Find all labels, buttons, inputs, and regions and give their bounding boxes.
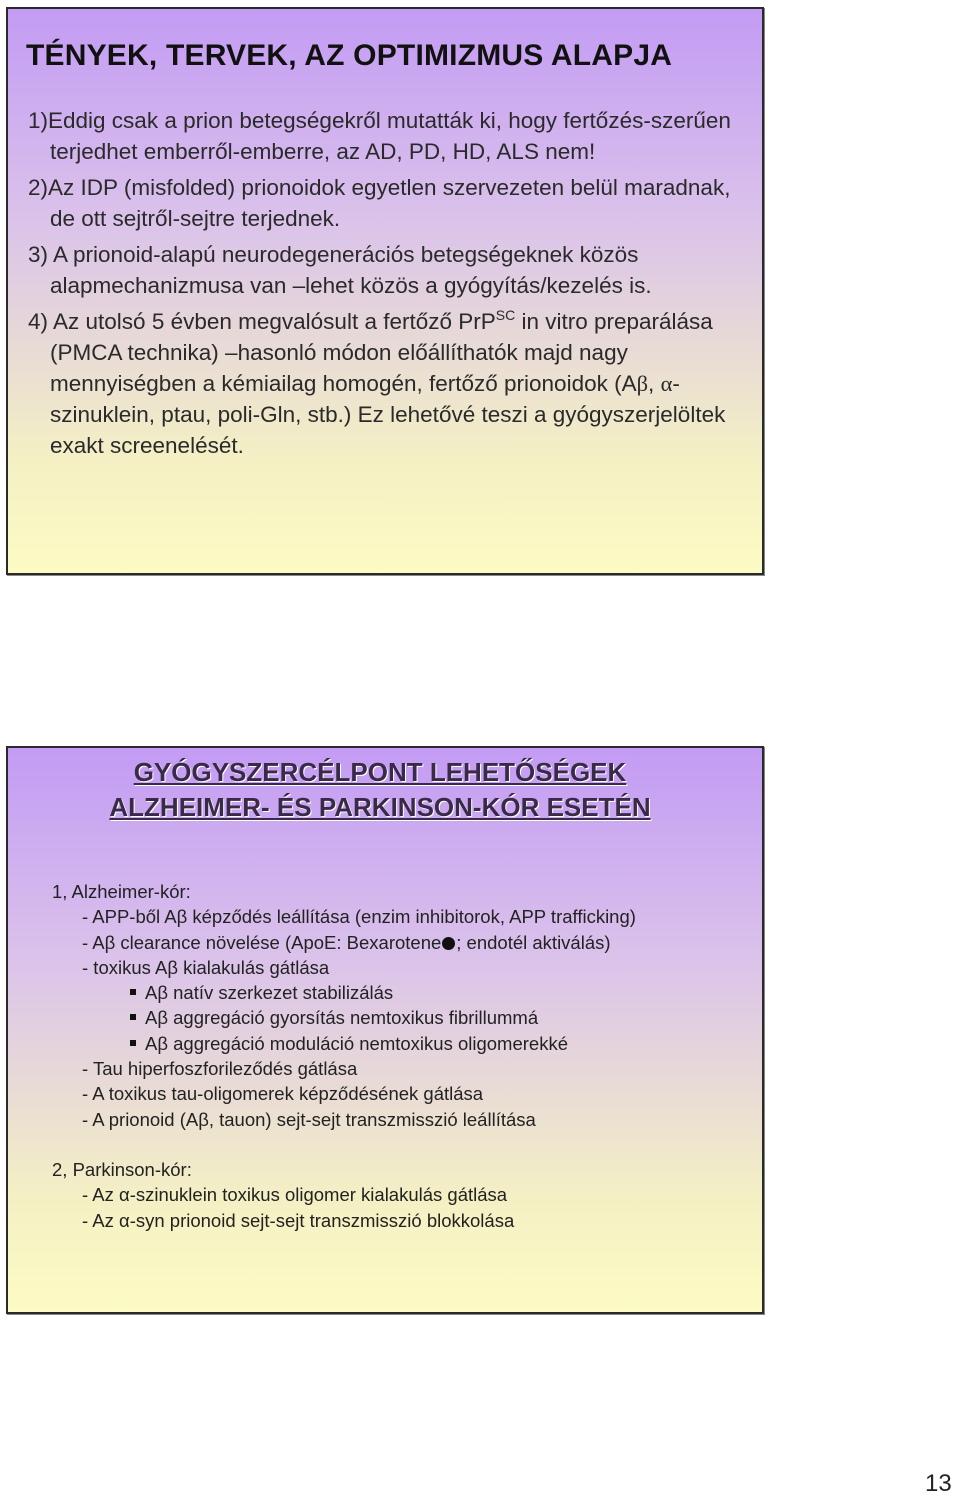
sub-list-item	[52, 1031, 752, 1056]
list-item: - Az α-szinuklein toxikus oligomer kialakulás gátlása	[82, 1184, 508, 1206]
sub-list-item-text: Aβ aggregáció gyorsítás nemtoxikus fibrillummá	[145, 1007, 539, 1029]
square-bullet-icon	[130, 989, 136, 995]
item-4-text-a: 4) Az utolsó 5 évben megvalósult a fertőző PrP	[28, 309, 496, 334]
item-4-text-c: -szinuklein, ptau, poli-Gln, stb.) Ez lehetővé teszi a gyógyszerjelöltek exakt screenelését.	[50, 371, 726, 458]
alzheimer-heading: 1, Alzheimer-kór:	[52, 881, 191, 902]
sub-list-item	[52, 980, 752, 1005]
list-item: - APP-ből Aβ képződés leállítása (enzim inhibitorok, APP trafficking)	[82, 906, 636, 928]
greek-alpha: α	[660, 371, 673, 396]
list-item: - Az α-syn prionoid sejt-sejt transzmisszió blokkolása	[82, 1209, 515, 1231]
item-4-text-b: in vitro preparálása (PMCA technika) –hasonló módon előállíthatók majd nagy mennyiségben a kémiailag homogén, fertőző prionoidok (A	[50, 309, 713, 396]
slide-2-title	[8, 755, 762, 825]
slide-1-title: TÉNYEK, TERVEK, AZ OPTIMIZMUS ALAPJA	[26, 39, 673, 72]
spacer	[52, 1132, 752, 1157]
slide-2	[6, 746, 764, 1314]
sub-list-item	[52, 1005, 752, 1030]
sub-list-item-text: Aβ aggregáció moduláció nemtoxikus oligomerekké	[145, 1032, 568, 1054]
slide-1	[6, 7, 764, 575]
page-number: 13	[925, 1470, 952, 1497]
list-item	[52, 930, 752, 955]
slide-1-item-3: 3) A prionoid-alapú neurodegenerációs betegségeknek közös alapmechanizmusa van –lehet közös a gyógyítás/kezelés is.	[28, 242, 652, 298]
sub-list-item-text: Aβ natív szerkezet stabilizálás	[145, 982, 394, 1004]
list-item: - A toxikus tau-oligomerek képződésének gátlása	[82, 1083, 484, 1105]
item-4-separator: ,	[648, 371, 661, 396]
slide-1-item-4	[28, 306, 758, 461]
square-bullet-icon	[130, 1014, 136, 1020]
parkinson-heading: 2, Parkinson-kór:	[52, 1158, 192, 1180]
list-item: - toxikus Aβ kialakulás gátlása	[82, 956, 330, 978]
list-item-text-tail: ; endotél aktiválás)	[456, 931, 611, 953]
slide-2-title-line-2: ALZHEIMER- ÉS PARKINSON-KÓR ESETÉN	[109, 792, 651, 822]
list-item: - Tau hiperfoszforileződés gátlása	[82, 1058, 358, 1080]
slide-1-item-1: 1)Eddig csak a prion betegségekről mutatták ki, hogy fertőzés-szerűen terjedhet emberről-emberre, az AD, PD, HD, ALS nem!	[28, 108, 731, 164]
slide-1-item-2: 2)Az IDP (misfolded) prionoidok egyetlen szervezeten belül maradnak, de ott sejtről-sejtre terjednek.	[28, 175, 731, 231]
list-item-text: - Aβ clearance növelése (ApoE: Bexarotene	[82, 931, 442, 953]
square-bullet-icon	[130, 1040, 136, 1046]
slide-1-list	[28, 105, 758, 466]
slide-2-body	[52, 879, 752, 1233]
list-item: - A prionoid (Aβ, tauon) sejt-sejt transzmisszió leállítása	[82, 1108, 536, 1130]
registered-mark-icon	[442, 937, 455, 950]
slide-2-title-line-1: GYÓGYSZERCÉLPONT LEHETŐSÉGEK	[133, 757, 627, 787]
greek-beta: β	[636, 371, 649, 396]
item-4-superscript: SC	[495, 307, 516, 323]
